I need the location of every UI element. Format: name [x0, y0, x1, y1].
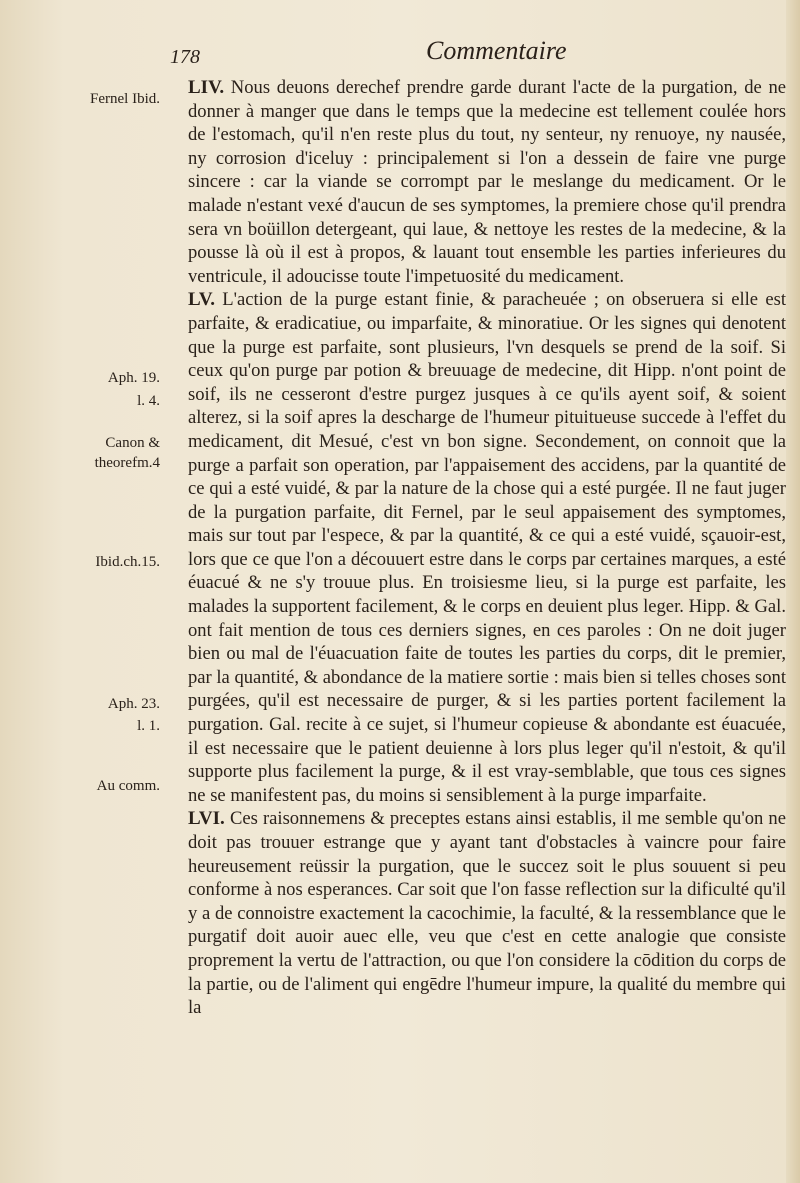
paragraph-text: L'action de la purge estant finie, & paracheuée ; on obseruera si elle est parfaite, & eradicatiue, ou imparfaite, & minoratiue. Or les signes qui denotent que la purge est parfaite, sont plusieurs, l'vn desquels se prend de la soif. Si ceux qu'on purge par potion & breuuage de medecine, dit Hipp. n'ont point de soif, ils ne cesseront d'estre purgez jusques à ce qu'ils ayent soif, & soient alterez, si la soif apres la descharge de l'humeur pituitueuse succede à l'effet du medicament, dit Mesué, c'est vn bon signe. Secondement, on connoit que la purge a parfait son operation, par l'appaisement des accidens, par la quantité de ce qui a esté vuidé, & par la nature de la chose qui a esté purgée. Il ne faut juger de la purgation parfaite, dit Fernel, par le seul appaisement des symptomes, mais sur tout par l'espece, & par la quantité, & ce qui a esté vuidé, sçauoir-est, lors que ce que l'on a découuert estre dans le corps par certaines marques, a esté éuacué & ne s'y trouue plus. En troisiesme lieu, si la purge est parfaite, les malades la supportent facilement, & le corps en deuient plus leger. Hipp. & Gal. ont fait mention de tous ces derniers signes, en ces paroles : On ne doit juger bien ou mal de l'éuacuation faite de toutes les parties du corps, dit le premier, par la quantité, & abondance de la matiere sortie : mais bien si telles choses sont purgées, qu'il est necessaire de purger, & si les parties portent facilement la purgation. Gal. recite à ce sujet, si l'humeur copieuse & abondante est éuacuée, il est necessaire que le patient deuienne à lors plus leger qu'il n'estoit, & qu'il supporte plus facilement la purge, & il est vray-semblable, que tous ces signes ne se manifestent pas, du moins si sensiblement à la purge imparfaite. — [188, 289, 786, 806]
paragraph-lv — [162, 288, 786, 807]
page-number: 178 — [170, 46, 200, 68]
margin-note: l. 4. — [137, 393, 160, 409]
paragraph-lvi — [162, 807, 786, 1019]
margin-note: Ibid.ch.15. — [95, 554, 160, 570]
section-number: LV. — [188, 289, 215, 311]
margin-note: Au comm. — [96, 778, 160, 794]
margin-note: Canon & — [105, 435, 160, 451]
margin-note: Aph. 23. — [107, 696, 160, 712]
margin-notes — [60, 0, 160, 1183]
margin-note: theorefm.4 — [94, 455, 160, 471]
section-number: LVI. — [188, 808, 225, 830]
running-head — [160, 36, 760, 70]
paragraph-text: Nous deuons derechef prendre garde durant l'acte de la purgation, de ne donner à manger que dans le temps que la medecine est tellement coulée hors de l'estomach, qu'il n'en reste plus du tout, ny senteur, ny renuoye, ny nausée, ny corrosion d'iceluy : principalement si l'on a dessein de faire vne purge sincere : car la viande se corrompt par le meslange du medicament. Or le malade n'estant vexé d'aucun de ses symptomes, la premiere chose qu'il prendra sera vn boüillon detergeant, qui laue, & nettoye les restes de la medecine, & la pousse là où il est à propos, & lauant tout ensemble les parties inferieures du ventricule, il adoucisse toute l'impetuosité du medicament. — [188, 77, 786, 287]
running-title: Commentaire — [426, 36, 567, 65]
paragraph-text: Ces raisonnemens & preceptes estans ainsi establis, il me semble qu'on ne doit pas trouuer estrange que y ayant tant d'obstacles à vaincre pour faire heureusement reüssir la purgation, que le succez soit le plus souuent si peu conforme à nos esperances. Car soit que l'on fasse reflection sur la dificulté qu'il y a de connoistre exactement la cacochimie, la faculté, & la ressemblance que le purgatif doit auoir auec elle, veu que c'est en cette analogie que consiste proprement la vertu de l'attraction, ou que l'on considere la cōdition du corps de la partie, ou de l'aliment qui engēdre l'humeur impure, la qualité du membre qui la — [188, 808, 786, 1019]
section-number: LIV. — [188, 77, 225, 98]
body-text — [162, 76, 786, 1020]
margin-note: l. 1. — [137, 718, 160, 734]
margin-note: Aph. 19. — [107, 370, 160, 386]
paragraph-liv — [162, 76, 786, 288]
page-edge — [786, 0, 800, 1183]
margin-note: Fernel Ibid. — [90, 91, 160, 107]
